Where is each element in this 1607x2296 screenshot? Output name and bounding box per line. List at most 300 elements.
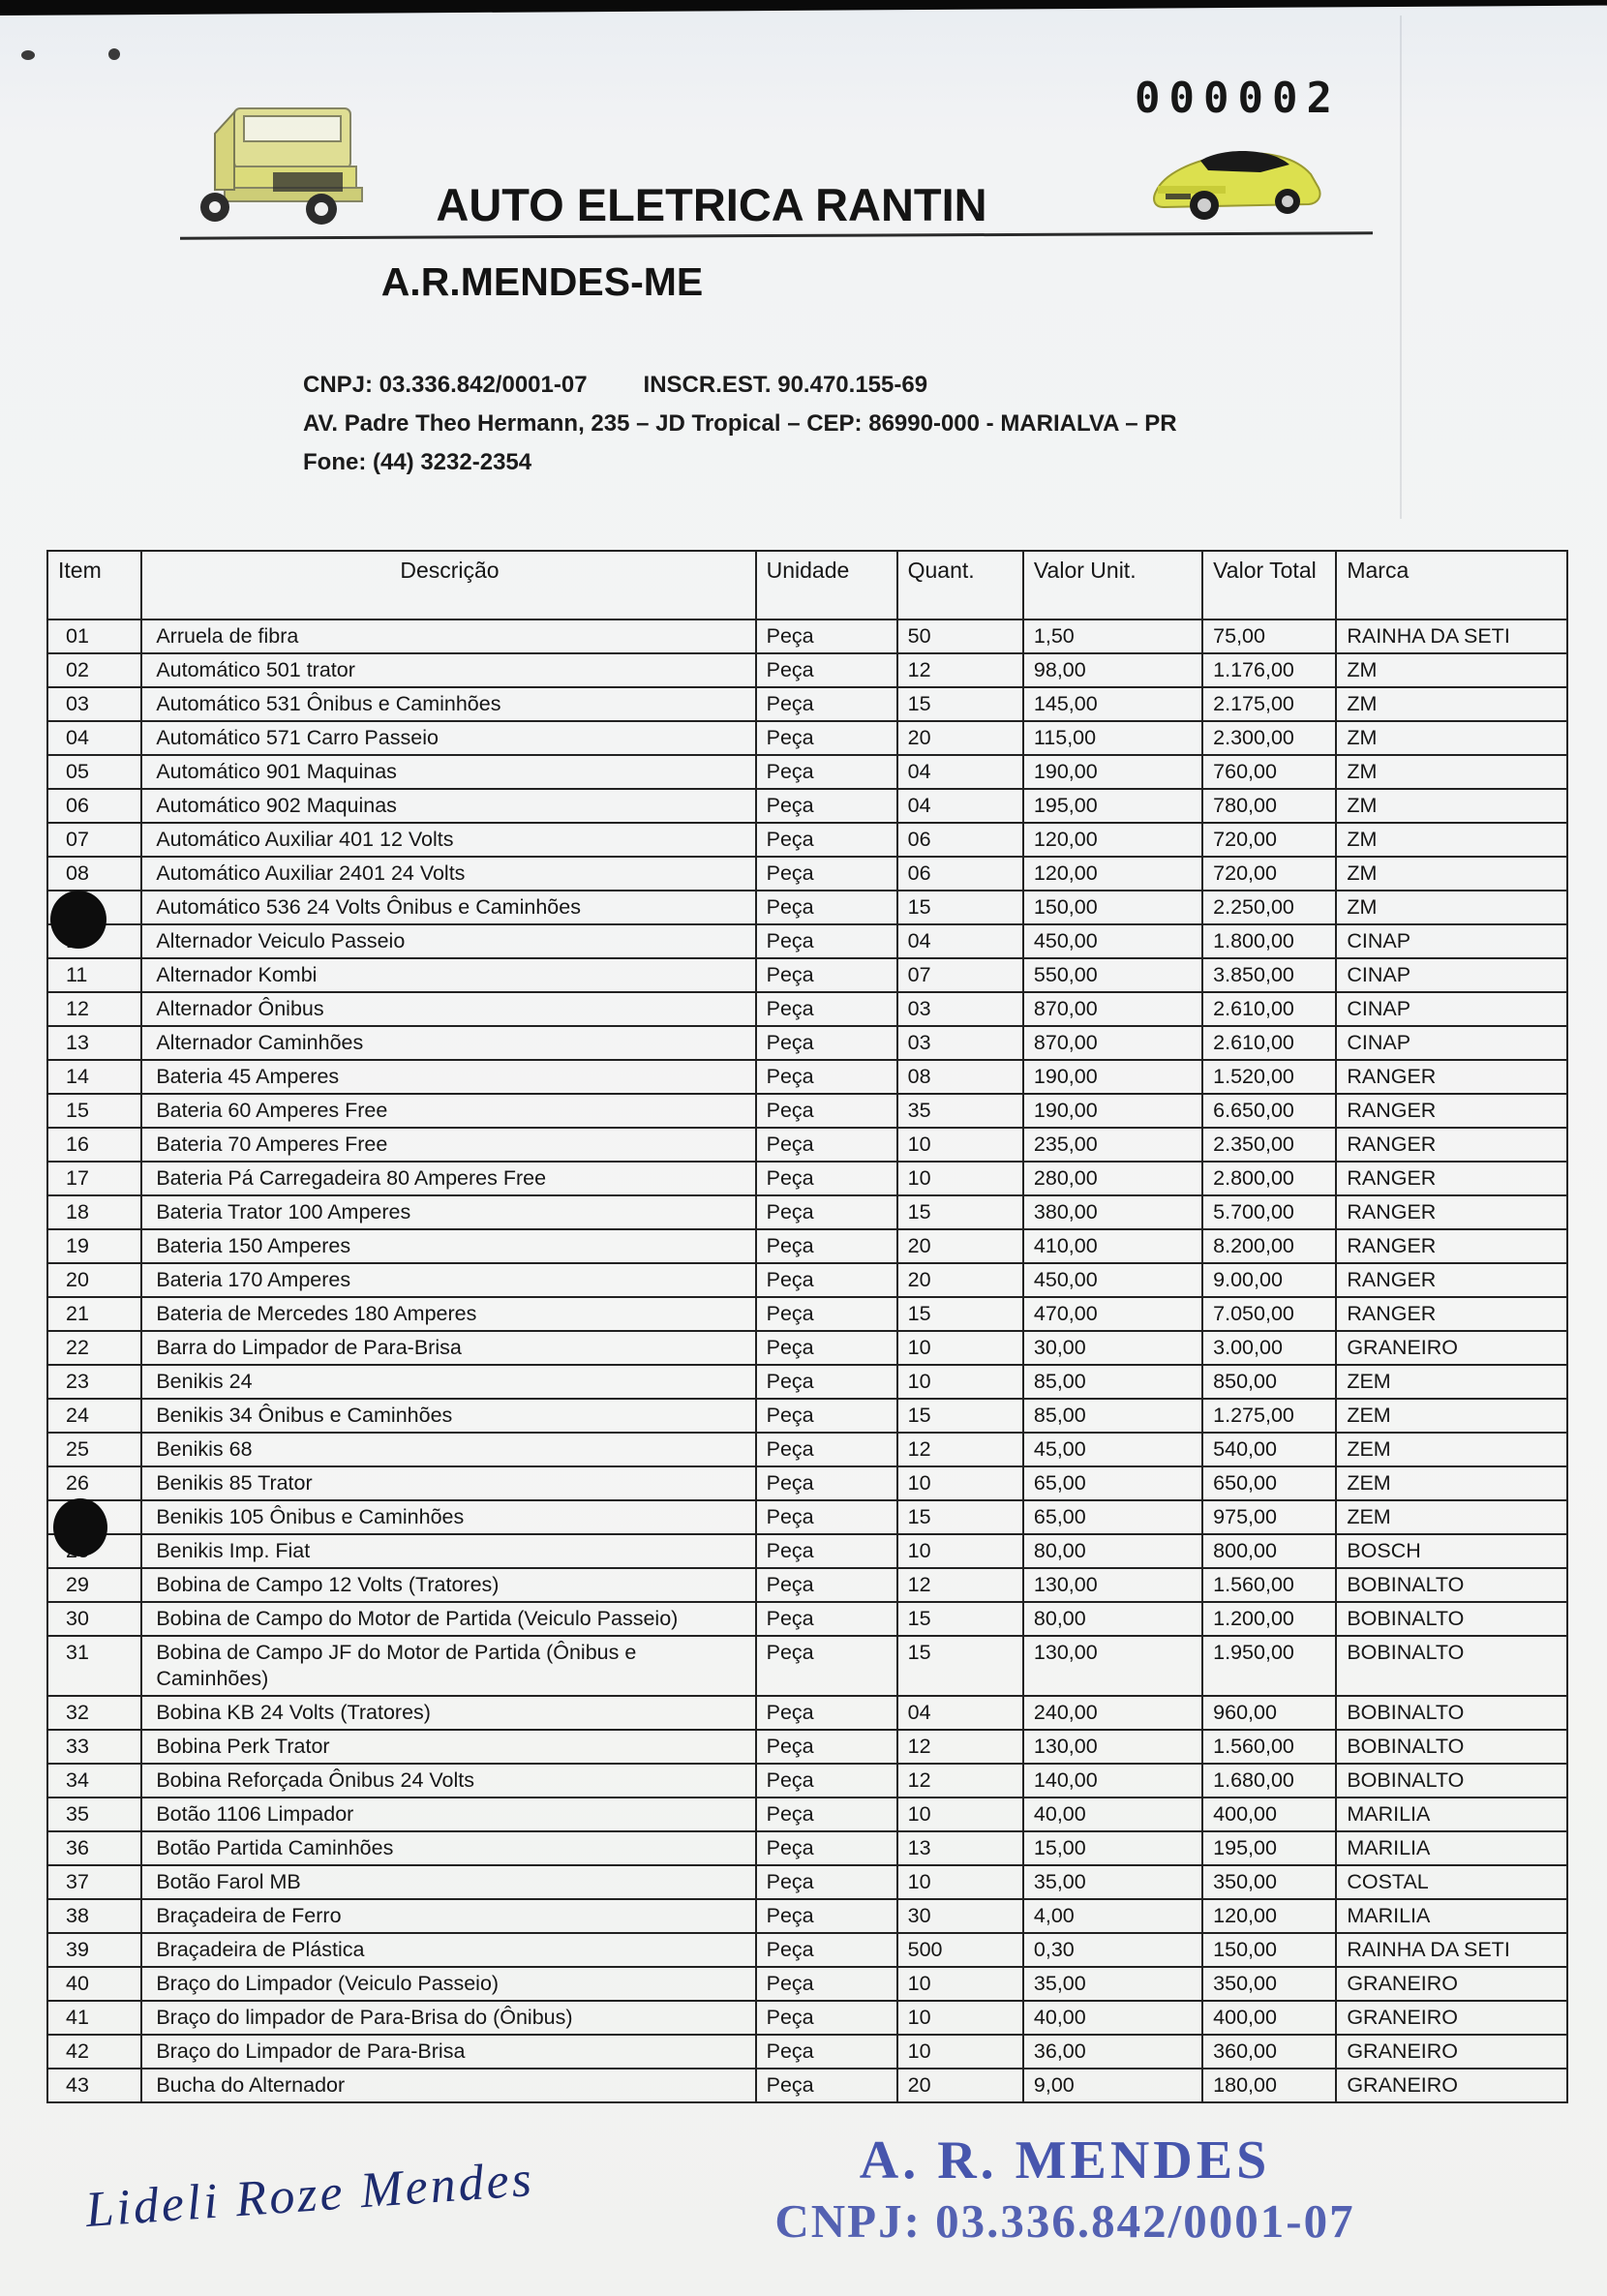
- cell-valor_total: 1.680,00: [1202, 1764, 1336, 1798]
- cell-quant: 10: [897, 1798, 1023, 1831]
- cell-marca: ZM: [1336, 789, 1567, 823]
- cell-valor_unit: 80,00: [1023, 1602, 1202, 1636]
- cell-descricao: Bateria Trator 100 Amperes: [141, 1195, 755, 1229]
- table-row: [47, 1399, 1567, 1433]
- cell-quant: 20: [897, 1263, 1023, 1297]
- scan-speck: [108, 48, 120, 60]
- cell-quant: 15: [897, 1500, 1023, 1534]
- cell-valor_unit: 470,00: [1023, 1297, 1202, 1331]
- cell-quant: 20: [897, 721, 1023, 755]
- cell-valor_unit: 80,00: [1023, 1534, 1202, 1568]
- cell-quant: 06: [897, 823, 1023, 857]
- cell-unidade: Peça: [756, 1297, 897, 1331]
- hole-punch-dot: [53, 1498, 107, 1556]
- cell-quant: 04: [897, 924, 1023, 958]
- table-row: [47, 1798, 1567, 1831]
- cell-valor_total: 3.850,00: [1202, 958, 1336, 992]
- cell-valor_total: 1.520,00: [1202, 1060, 1336, 1094]
- table-row: [47, 1195, 1567, 1229]
- table-row: [47, 1297, 1567, 1331]
- cell-unidade: Peça: [756, 2001, 897, 2035]
- table-row: [47, 1094, 1567, 1128]
- cell-valor_total: 9.00,00: [1202, 1263, 1336, 1297]
- cell-marca: ZM: [1336, 891, 1567, 924]
- cell-descricao: Bateria 70 Amperes Free: [141, 1128, 755, 1162]
- price-table: [46, 550, 1568, 2103]
- cell-valor_unit: 190,00: [1023, 1094, 1202, 1128]
- cell-marca: GRANEIRO: [1336, 1967, 1567, 2001]
- cell-quant: 10: [897, 1967, 1023, 2001]
- cell-unidade: Peça: [756, 1933, 897, 1967]
- cell-valor_unit: 870,00: [1023, 1026, 1202, 1060]
- cell-valor_total: 195,00: [1202, 1831, 1336, 1865]
- cell-item: 12: [47, 992, 141, 1026]
- cell-valor_unit: 870,00: [1023, 992, 1202, 1026]
- cell-item: 11: [47, 958, 141, 992]
- col-header-quant: Quant.: [897, 551, 1023, 619]
- cell-descricao: Bobina Reforçada Ônibus 24 Volts: [141, 1764, 755, 1798]
- cell-quant: 10: [897, 1534, 1023, 1568]
- cell-valor_unit: 35,00: [1023, 1967, 1202, 2001]
- cell-descricao: Bateria de Mercedes 180 Amperes: [141, 1297, 755, 1331]
- cell-quant: 12: [897, 1433, 1023, 1466]
- cell-marca: MARILIA: [1336, 1831, 1567, 1865]
- cell-valor_unit: 450,00: [1023, 924, 1202, 958]
- cell-marca: ZM: [1336, 857, 1567, 891]
- company-address: AV. Padre Theo Hermann, 235 – JD Tropical – CEP: 86990-000 - MARIALVA – PR: [303, 410, 1177, 437]
- cell-descricao: Alternador Kombi: [141, 958, 755, 992]
- cell-marca: ZEM: [1336, 1433, 1567, 1466]
- cell-unidade: Peça: [756, 1831, 897, 1865]
- cell-unidade: Peça: [756, 1967, 897, 2001]
- cell-valor_unit: 115,00: [1023, 721, 1202, 755]
- table-row: [47, 1128, 1567, 1162]
- cell-valor_unit: 98,00: [1023, 653, 1202, 687]
- cell-marca: RANGER: [1336, 1229, 1567, 1263]
- cell-valor_unit: 0,30: [1023, 1933, 1202, 1967]
- cell-unidade: Peça: [756, 2069, 897, 2102]
- cell-item: 31: [47, 1636, 141, 1696]
- cell-marca: MARILIA: [1336, 1798, 1567, 1831]
- cell-quant: 15: [897, 891, 1023, 924]
- cell-marca: RANGER: [1336, 1060, 1567, 1094]
- cell-item: 22: [47, 1331, 141, 1365]
- cell-item: 42: [47, 2035, 141, 2069]
- cell-quant: 15: [897, 1297, 1023, 1331]
- cell-unidade: Peça: [756, 958, 897, 992]
- cell-quant: 03: [897, 992, 1023, 1026]
- cell-marca: BOBINALTO: [1336, 1730, 1567, 1764]
- cell-valor_unit: 36,00: [1023, 2035, 1202, 2069]
- cell-descricao: Bateria 45 Amperes: [141, 1060, 755, 1094]
- table-row: [47, 1433, 1567, 1466]
- table-row: [47, 1263, 1567, 1297]
- cell-item: 06: [47, 789, 141, 823]
- cell-descricao: Braço do limpador de Para-Brisa do (Ônibus): [141, 2001, 755, 2035]
- cell-descricao: Alternador Ônibus: [141, 992, 755, 1026]
- cell-item: 32: [47, 1696, 141, 1730]
- cell-quant: 04: [897, 789, 1023, 823]
- cell-quant: 15: [897, 1636, 1023, 1696]
- cell-marca: ZEM: [1336, 1466, 1567, 1500]
- cell-quant: 04: [897, 755, 1023, 789]
- cell-descricao: Benikis Imp. Fiat: [141, 1534, 755, 1568]
- cell-descricao: Braço do Limpador de Para-Brisa: [141, 2035, 755, 2069]
- cell-valor_unit: 35,00: [1023, 1865, 1202, 1899]
- cell-marca: GRANEIRO: [1336, 2069, 1567, 2102]
- cell-descricao: Automático 571 Carro Passeio: [141, 721, 755, 755]
- cell-unidade: Peça: [756, 1365, 897, 1399]
- cell-item: 14: [47, 1060, 141, 1094]
- cell-valor_total: 960,00: [1202, 1696, 1336, 1730]
- cell-quant: 10: [897, 1365, 1023, 1399]
- cell-item: 18: [47, 1195, 141, 1229]
- col-header-marca: Marca: [1336, 551, 1567, 619]
- cell-marca: BOBINALTO: [1336, 1602, 1567, 1636]
- cell-quant: 06: [897, 857, 1023, 891]
- table-header-row: [47, 551, 1567, 619]
- cell-item: 43: [47, 2069, 141, 2102]
- cell-quant: 30: [897, 1899, 1023, 1933]
- cell-quant: 10: [897, 1865, 1023, 1899]
- cell-valor_total: 6.650,00: [1202, 1094, 1336, 1128]
- cell-unidade: Peça: [756, 857, 897, 891]
- table-row: [47, 1365, 1567, 1399]
- cell-marca: BOBINALTO: [1336, 1764, 1567, 1798]
- cell-descricao: Botão Partida Caminhões: [141, 1831, 755, 1865]
- cell-descricao: Automático Auxiliar 401 12 Volts: [141, 823, 755, 857]
- cell-quant: 15: [897, 1399, 1023, 1433]
- cell-item: 35: [47, 1798, 141, 1831]
- cell-valor_unit: 280,00: [1023, 1162, 1202, 1195]
- cell-marca: GRANEIRO: [1336, 2001, 1567, 2035]
- cell-unidade: Peça: [756, 1764, 897, 1798]
- cell-valor_unit: 140,00: [1023, 1764, 1202, 1798]
- cell-unidade: Peça: [756, 653, 897, 687]
- table-row: [47, 789, 1567, 823]
- cell-item: 33: [47, 1730, 141, 1764]
- cell-quant: 10: [897, 2001, 1023, 2035]
- cell-quant: 500: [897, 1933, 1023, 1967]
- cell-marca: RANGER: [1336, 1162, 1567, 1195]
- cell-item: 40: [47, 1967, 141, 2001]
- table-row: [47, 823, 1567, 857]
- cell-descricao: Bobina de Campo 12 Volts (Tratores): [141, 1568, 755, 1602]
- cell-valor_unit: 15,00: [1023, 1831, 1202, 1865]
- cell-quant: 10: [897, 1331, 1023, 1365]
- col-header-valor-unit: Valor Unit.: [1023, 551, 1202, 619]
- cell-marca: CINAP: [1336, 958, 1567, 992]
- cell-valor_total: 5.700,00: [1202, 1195, 1336, 1229]
- cell-unidade: Peça: [756, 619, 897, 653]
- cell-valor_total: 350,00: [1202, 1967, 1336, 2001]
- paper-crease: [1400, 15, 1402, 519]
- table-row: [47, 619, 1567, 653]
- cell-unidade: Peça: [756, 1568, 897, 1602]
- cell-item: 21: [47, 1297, 141, 1331]
- cell-unidade: Peça: [756, 1696, 897, 1730]
- table-row: [47, 1026, 1567, 1060]
- cell-unidade: Peça: [756, 1466, 897, 1500]
- cell-marca: ZM: [1336, 755, 1567, 789]
- cell-descricao: Bateria 150 Amperes: [141, 1229, 755, 1263]
- cell-quant: 12: [897, 1568, 1023, 1602]
- cell-descricao: Automático 531 Ônibus e Caminhões: [141, 687, 755, 721]
- cell-descricao: Automático 902 Maquinas: [141, 789, 755, 823]
- cell-item: 37: [47, 1865, 141, 1899]
- cell-unidade: Peça: [756, 1162, 897, 1195]
- cell-unidade: Peça: [756, 1128, 897, 1162]
- table-row: [47, 1229, 1567, 1263]
- cell-marca: ZEM: [1336, 1500, 1567, 1534]
- table-body: [47, 619, 1567, 2102]
- company-registry-line: [303, 366, 1177, 405]
- cell-item: 34: [47, 1764, 141, 1798]
- cell-valor_unit: 130,00: [1023, 1730, 1202, 1764]
- cell-valor_unit: 195,00: [1023, 789, 1202, 823]
- cell-marca: GRANEIRO: [1336, 2035, 1567, 2069]
- cell-item: 15: [47, 1094, 141, 1128]
- table-row: [47, 653, 1567, 687]
- cell-unidade: Peça: [756, 1534, 897, 1568]
- cell-valor_unit: 30,00: [1023, 1331, 1202, 1365]
- table-row: [47, 891, 1567, 924]
- cell-valor_unit: 190,00: [1023, 1060, 1202, 1094]
- cell-valor_total: 2.610,00: [1202, 1026, 1336, 1060]
- cell-unidade: Peça: [756, 687, 897, 721]
- scan-edge-strip: [0, 0, 1607, 15]
- table-row: [47, 958, 1567, 992]
- cell-valor_total: 120,00: [1202, 1899, 1336, 1933]
- cell-valor_total: 3.00,00: [1202, 1331, 1336, 1365]
- cell-unidade: Peça: [756, 1602, 897, 1636]
- cell-item: 24: [47, 1399, 141, 1433]
- col-header-valor-total: Valor Total: [1202, 551, 1336, 619]
- cell-valor_total: 2.175,00: [1202, 687, 1336, 721]
- table-row: [47, 857, 1567, 891]
- cell-valor_unit: 150,00: [1023, 891, 1202, 924]
- cell-descricao: Automático Auxiliar 2401 24 Volts: [141, 857, 755, 891]
- cell-quant: 03: [897, 1026, 1023, 1060]
- cell-marca: ZM: [1336, 721, 1567, 755]
- cell-quant: 20: [897, 1229, 1023, 1263]
- cell-descricao: Automático 901 Maquinas: [141, 755, 755, 789]
- cell-valor_total: 400,00: [1202, 1798, 1336, 1831]
- cell-valor_total: 720,00: [1202, 823, 1336, 857]
- cell-unidade: Peça: [756, 1433, 897, 1466]
- cell-descricao: Braçadeira de Ferro: [141, 1899, 755, 1933]
- cell-valor_total: 1.176,00: [1202, 653, 1336, 687]
- cell-quant: 50: [897, 619, 1023, 653]
- cell-quant: 15: [897, 687, 1023, 721]
- cell-quant: 15: [897, 1195, 1023, 1229]
- cell-item: 04: [47, 721, 141, 755]
- table-row: [47, 1602, 1567, 1636]
- company-info: [303, 366, 1177, 482]
- table-row: [47, 992, 1567, 1026]
- cell-item: 01: [47, 619, 141, 653]
- cell-quant: 12: [897, 653, 1023, 687]
- table-row: [47, 1865, 1567, 1899]
- cell-valor_unit: 45,00: [1023, 1433, 1202, 1466]
- cell-unidade: Peça: [756, 1331, 897, 1365]
- table-row: [47, 721, 1567, 755]
- table-row: [47, 1060, 1567, 1094]
- hole-punch-dot: [50, 891, 106, 949]
- table-row: [47, 1636, 1567, 1696]
- cell-valor_unit: 4,00: [1023, 1899, 1202, 1933]
- cell-marca: CINAP: [1336, 924, 1567, 958]
- cell-item: 13: [47, 1026, 141, 1060]
- cell-unidade: Peça: [756, 1399, 897, 1433]
- cell-descricao: Barra do Limpador de Para-Brisa: [141, 1331, 755, 1365]
- cell-quant: 20: [897, 2069, 1023, 2102]
- cell-valor_total: 850,00: [1202, 1365, 1336, 1399]
- cell-item: 05: [47, 755, 141, 789]
- cell-descricao: Bateria Pá Carregadeira 80 Amperes Free: [141, 1162, 755, 1195]
- cell-valor_total: 760,00: [1202, 755, 1336, 789]
- cell-item: 25: [47, 1433, 141, 1466]
- cell-descricao: Arruela de fibra: [141, 619, 755, 653]
- table-row: [47, 1500, 1567, 1534]
- col-header-descricao: Descrição: [141, 551, 755, 619]
- cell-valor_total: 2.300,00: [1202, 721, 1336, 755]
- cell-marca: CINAP: [1336, 992, 1567, 1026]
- cell-item: 39: [47, 1933, 141, 1967]
- cell-item: 17: [47, 1162, 141, 1195]
- cell-valor_unit: 235,00: [1023, 1128, 1202, 1162]
- cell-quant: 15: [897, 1602, 1023, 1636]
- cell-quant: 10: [897, 1162, 1023, 1195]
- cell-valor_total: 2.610,00: [1202, 992, 1336, 1026]
- cell-descricao: Automático 536 24 Volts Ônibus e Caminhões: [141, 891, 755, 924]
- cell-marca: ZEM: [1336, 1399, 1567, 1433]
- cell-descricao: Automático 501 trator: [141, 653, 755, 687]
- cell-valor_total: 2.800,00: [1202, 1162, 1336, 1195]
- cell-unidade: Peça: [756, 2035, 897, 2069]
- cell-descricao: Benikis 24: [141, 1365, 755, 1399]
- cell-unidade: Peça: [756, 1094, 897, 1128]
- table-row: [47, 1933, 1567, 1967]
- cell-marca: RAINHA DA SETI: [1336, 1933, 1567, 1967]
- cell-unidade: Peça: [756, 1500, 897, 1534]
- table-row: [47, 1730, 1567, 1764]
- header-divider: [180, 231, 1373, 239]
- table-row: [47, 2001, 1567, 2035]
- col-header-item: Item: [47, 551, 141, 619]
- cell-valor_unit: 65,00: [1023, 1500, 1202, 1534]
- car-logo: [1144, 132, 1328, 225]
- cell-descricao: Alternador Veiculo Passeio: [141, 924, 755, 958]
- cell-quant: 12: [897, 1764, 1023, 1798]
- cell-valor_total: 720,00: [1202, 857, 1336, 891]
- cell-unidade: Peça: [756, 1060, 897, 1094]
- cell-valor_total: 150,00: [1202, 1933, 1336, 1967]
- cell-valor_unit: 240,00: [1023, 1696, 1202, 1730]
- cell-item: 16: [47, 1128, 141, 1162]
- cell-valor_unit: 450,00: [1023, 1263, 1202, 1297]
- cell-item: 08: [47, 857, 141, 891]
- cell-item: 03: [47, 687, 141, 721]
- table-row: [47, 1696, 1567, 1730]
- cell-item: 41: [47, 2001, 141, 2035]
- cell-valor_total: 7.050,00: [1202, 1297, 1336, 1331]
- cell-unidade: Peça: [756, 721, 897, 755]
- cell-marca: CINAP: [1336, 1026, 1567, 1060]
- cell-unidade: Peça: [756, 823, 897, 857]
- cell-descricao: Bobina de Campo JF do Motor de Partida (Ônibus e Caminhões): [141, 1636, 755, 1696]
- cell-unidade: Peça: [756, 1730, 897, 1764]
- handwritten-signature: Lideli Roze Mendes: [83, 2151, 536, 2239]
- cell-descricao: Alternador Caminhões: [141, 1026, 755, 1060]
- cell-valor_total: 780,00: [1202, 789, 1336, 823]
- scan-speck: [21, 50, 35, 60]
- cell-marca: GRANEIRO: [1336, 1331, 1567, 1365]
- cell-marca: BOBINALTO: [1336, 1696, 1567, 1730]
- cell-descricao: Bateria 60 Amperes Free: [141, 1094, 755, 1128]
- cell-marca: ZM: [1336, 653, 1567, 687]
- cell-valor_unit: 40,00: [1023, 1798, 1202, 1831]
- cell-valor_total: 1.275,00: [1202, 1399, 1336, 1433]
- stamp-name: A. R. MENDES: [859, 2130, 1271, 2190]
- cell-valor_total: 1.200,00: [1202, 1602, 1336, 1636]
- cell-item: 29: [47, 1568, 141, 1602]
- cell-valor_total: 1.560,00: [1202, 1568, 1336, 1602]
- cell-valor_total: 1.560,00: [1202, 1730, 1336, 1764]
- cell-item: 19: [47, 1229, 141, 1263]
- cell-descricao: Benikis 68: [141, 1433, 755, 1466]
- cell-descricao: Braçadeira de Plástica: [141, 1933, 755, 1967]
- cell-marca: RANGER: [1336, 1094, 1567, 1128]
- cell-valor_total: 360,00: [1202, 2035, 1336, 2069]
- cell-valor_total: 75,00: [1202, 619, 1336, 653]
- page-title: AUTO ELETRICA RANTIN: [436, 179, 987, 230]
- cnpj-text: CNPJ: 03.336.842/0001-07: [303, 372, 588, 398]
- cell-descricao: Bobina KB 24 Volts (Tratores): [141, 1696, 755, 1730]
- cell-valor_total: 2.350,00: [1202, 1128, 1336, 1162]
- cell-quant: 12: [897, 1730, 1023, 1764]
- cell-descricao: Benikis 105 Ônibus e Caminhões: [141, 1500, 755, 1534]
- cell-valor_unit: 9,00: [1023, 2069, 1202, 2102]
- cell-unidade: Peça: [756, 1865, 897, 1899]
- table-row: [47, 687, 1567, 721]
- table-row: [47, 924, 1567, 958]
- cell-quant: 10: [897, 2035, 1023, 2069]
- cell-descricao: Botão Farol MB: [141, 1865, 755, 1899]
- cell-unidade: Peça: [756, 1798, 897, 1831]
- cell-unidade: Peça: [756, 1636, 897, 1696]
- cell-item: 30: [47, 1602, 141, 1636]
- cell-item: 26: [47, 1466, 141, 1500]
- cell-valor_total: 400,00: [1202, 2001, 1336, 2035]
- cell-valor_total: 180,00: [1202, 2069, 1336, 2102]
- cell-descricao: Botão 1106 Limpador: [141, 1798, 755, 1831]
- cell-unidade: Peça: [756, 924, 897, 958]
- cell-valor_unit: 130,00: [1023, 1568, 1202, 1602]
- table-row: [47, 1831, 1567, 1865]
- cell-marca: ZM: [1336, 823, 1567, 857]
- cell-unidade: Peça: [756, 1195, 897, 1229]
- table-row: [47, 1764, 1567, 1798]
- cell-unidade: Peça: [756, 1229, 897, 1263]
- cell-quant: 10: [897, 1128, 1023, 1162]
- cell-valor_unit: 85,00: [1023, 1365, 1202, 1399]
- cell-marca: RANGER: [1336, 1128, 1567, 1162]
- cell-valor_unit: 410,00: [1023, 1229, 1202, 1263]
- cell-unidade: Peça: [756, 789, 897, 823]
- table-row: [47, 1568, 1567, 1602]
- cell-valor_unit: 120,00: [1023, 823, 1202, 857]
